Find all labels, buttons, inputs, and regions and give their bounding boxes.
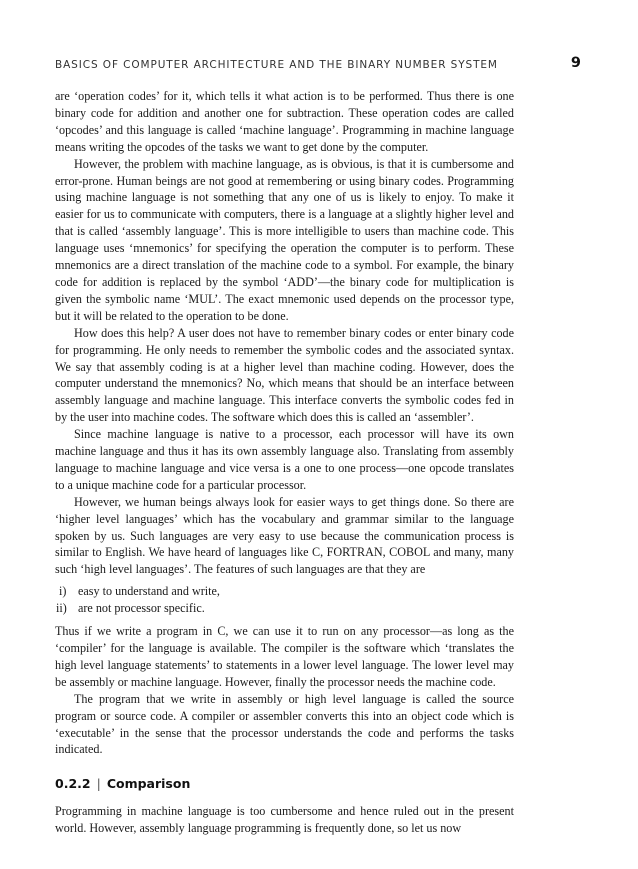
list-item-text: are not processor specific. [78, 601, 205, 616]
list-item-text: easy to understand and write, [78, 584, 220, 599]
section-number: 0.2.2 [55, 776, 91, 792]
running-title: BASICS OF COMPUTER ARCHITECTURE AND THE BINARY NUMBER SYSTEM [55, 59, 498, 71]
page-number: 9 [570, 55, 581, 71]
running-header [55, 56, 580, 76]
paragraph: However, we human beings always look for easier ways to get things done. So there are ‘higher level languages’ which has the vocabulary and grammar similar to the language spoken by us. Such languages are very easy to use because the communication process is similar to English. We have heard of languages like C, FORTRAN, COBOL and many, many such ‘high level languages’. The features of such languages are that they are [55, 494, 514, 577]
paragraph: Programming in machine language is too cumbersome and hence ruled out in the present world. However, assembly language programming is frequently done, so let us now [55, 804, 514, 836]
body-text [55, 88, 514, 837]
paragraph: Thus if we write a program in C, we can use it to run on any processor—as long as the ‘compiler’ for the language is available. The compiler is the software which ‘translates the high level language statements’ to statements in a lower level language. The lower level may be assembly or machine language. However, finally the processor needs the machine code. [55, 624, 514, 689]
list-item [55, 600, 514, 617]
section-heading [55, 776, 514, 796]
paragraph: How does this help? A user does not have to remember binary codes or enter binary code for programming. He only needs to remember the symbolic codes and the associated syntax. We say that assembly coding is at a higher level than machine coding. However, does the computer understand the mnemonics? No, which means that should be an interface between assembly language and machine language. This interface converts the symbolic codes fed in by the user into machine codes. The software which does this is called an ‘assembler’. [55, 325, 514, 425]
paragraph: are ‘operation codes’ for it, which tells it what action is to be performed. Thus there is one binary code for addition and another one for subtraction. These operation codes are called ‘opcodes’ and this language is called ‘machine language’. Programming in machine language means writing the opcodes of the tasks we want to get done by the computer. [55, 89, 514, 154]
paragraph: However, the problem with machine language, as is obvious, is that it is cumbersome and error-prone. Human beings are not good at remembering or using binary codes. Programming using machine language is not something that any one of us is likely to enjoy. To make it easier for us to communicate with computers, there is a language at a slightly higher level and that is called ‘assembly language’. This is more intelligible to users than machine code. This language uses ‘mnemonics’ for specifying the operation the computer is to perform. These mnemonics are a direct translation of the machine code to a symbol. For example, the binary code for addition is replaced by the symbol ‘ADD’—the binary code for multiplication is given the symbolic name ‘MUL’. The exact mnemonic used depends on the processor type, but it will be related to the operation to be done. [55, 156, 514, 323]
feature-list [55, 583, 514, 617]
list-marker: i) [59, 584, 67, 599]
section-separator: | [96, 776, 101, 792]
paragraph: Since machine language is native to a processor, each processor will have its own machine language and thus it has its own assembly language also. Translating from assembly language to machine language and vice versa is a one to one process—one opcode translates to a unique machine code for a particular processor. [55, 427, 514, 492]
paragraph: The program that we write in assembly or high level language is called the source program or source code. A compiler or assembler converts this into an object code which is ‘executable’ in the sense that the processor understands the code and performs the tasks indicated. [55, 691, 514, 757]
list-item [55, 583, 514, 600]
section-title: Comparison [106, 776, 191, 792]
list-marker: ii) [56, 601, 67, 616]
